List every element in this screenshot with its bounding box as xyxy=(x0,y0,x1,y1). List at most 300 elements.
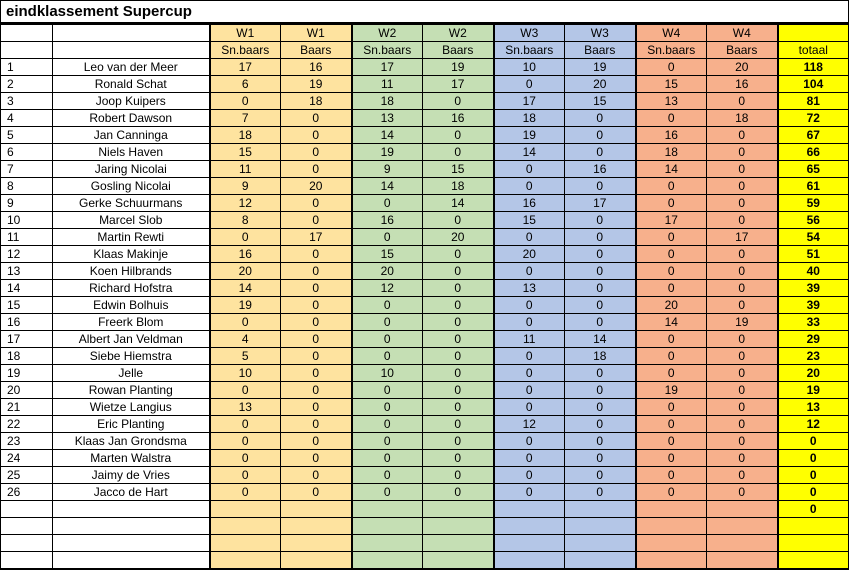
score-cell[interactable] xyxy=(352,501,423,518)
score-cell[interactable]: 16 xyxy=(494,195,565,212)
score-cell[interactable] xyxy=(636,518,707,535)
score-cell[interactable]: 19 xyxy=(494,127,565,144)
total-cell[interactable] xyxy=(778,535,849,552)
total-cell[interactable]: 67 xyxy=(778,127,849,144)
score-cell[interactable]: 0 xyxy=(707,399,778,416)
score-cell[interactable]: 0 xyxy=(565,263,636,280)
rank-cell[interactable]: 11 xyxy=(1,229,53,246)
score-cell[interactable]: 17 xyxy=(423,76,494,93)
score-cell[interactable]: 13 xyxy=(210,399,281,416)
score-cell[interactable]: 0 xyxy=(423,314,494,331)
score-cell[interactable] xyxy=(352,518,423,535)
name-cell[interactable]: Joop Kuipers xyxy=(53,93,210,110)
rank-cell[interactable] xyxy=(1,518,53,535)
score-cell[interactable]: 0 xyxy=(423,246,494,263)
score-cell[interactable]: 0 xyxy=(636,365,707,382)
score-cell[interactable] xyxy=(707,552,778,570)
score-cell[interactable]: 0 xyxy=(494,263,565,280)
name-cell[interactable]: Eric Planting xyxy=(53,416,210,433)
score-cell[interactable]: 17 xyxy=(210,59,281,76)
rank-cell[interactable]: 2 xyxy=(1,76,53,93)
score-cell[interactable]: 9 xyxy=(352,161,423,178)
score-cell[interactable]: 0 xyxy=(423,484,494,501)
score-cell[interactable]: 0 xyxy=(565,297,636,314)
score-cell[interactable]: 18 xyxy=(707,110,778,127)
score-cell[interactable]: 0 xyxy=(565,212,636,229)
name-cell[interactable]: Klaas Jan Grondsma xyxy=(53,433,210,450)
name-cell[interactable]: Martin Rewti xyxy=(53,229,210,246)
name-cell[interactable]: Jacco de Hart xyxy=(53,484,210,501)
score-cell[interactable] xyxy=(636,535,707,552)
score-cell[interactable]: 0 xyxy=(352,433,423,450)
score-cell[interactable]: 0 xyxy=(565,229,636,246)
score-cell[interactable]: 20 xyxy=(565,76,636,93)
header-name-cell[interactable] xyxy=(53,42,210,59)
score-cell[interactable]: 0 xyxy=(281,416,352,433)
rank-cell[interactable]: 14 xyxy=(1,280,53,297)
score-cell[interactable]: 19 xyxy=(423,59,494,76)
total-cell[interactable]: 61 xyxy=(778,178,849,195)
score-cell[interactable]: 16 xyxy=(281,59,352,76)
header-rank-cell[interactable] xyxy=(1,25,53,42)
rank-cell[interactable]: 17 xyxy=(1,331,53,348)
score-cell[interactable]: 14 xyxy=(636,314,707,331)
score-cell[interactable]: 20 xyxy=(423,229,494,246)
score-cell[interactable]: 16 xyxy=(423,110,494,127)
score-cell[interactable]: 0 xyxy=(494,178,565,195)
score-cell[interactable]: 0 xyxy=(707,280,778,297)
score-cell[interactable]: 0 xyxy=(494,484,565,501)
score-cell[interactable] xyxy=(565,501,636,518)
header-week-cell[interactable]: W1 xyxy=(210,25,281,42)
total-cell[interactable]: 81 xyxy=(778,93,849,110)
rank-cell[interactable]: 26 xyxy=(1,484,53,501)
score-cell[interactable]: 4 xyxy=(210,331,281,348)
score-cell[interactable] xyxy=(210,518,281,535)
name-cell[interactable]: Leo van der Meer xyxy=(53,59,210,76)
total-cell[interactable]: 39 xyxy=(778,280,849,297)
score-cell[interactable]: 0 xyxy=(210,450,281,467)
rank-cell[interactable]: 8 xyxy=(1,178,53,195)
score-cell[interactable] xyxy=(494,552,565,570)
header-week-cell[interactable]: W4 xyxy=(636,25,707,42)
score-cell[interactable]: 0 xyxy=(352,467,423,484)
score-cell[interactable]: 17 xyxy=(494,93,565,110)
header-type-cell[interactable]: Sn.baars xyxy=(210,42,281,59)
score-cell[interactable]: 12 xyxy=(352,280,423,297)
header-total-cell[interactable]: totaal xyxy=(778,42,849,59)
rank-cell[interactable]: 6 xyxy=(1,144,53,161)
score-cell[interactable]: 18 xyxy=(423,178,494,195)
name-cell[interactable]: Jaimy de Vries xyxy=(53,467,210,484)
header-name-cell[interactable] xyxy=(53,25,210,42)
rank-cell[interactable] xyxy=(1,501,53,518)
score-cell[interactable] xyxy=(210,535,281,552)
score-cell[interactable]: 0 xyxy=(281,365,352,382)
score-cell[interactable] xyxy=(494,518,565,535)
header-type-cell[interactable]: Baars xyxy=(707,42,778,59)
rank-cell[interactable]: 7 xyxy=(1,161,53,178)
header-week-cell[interactable]: W2 xyxy=(352,25,423,42)
header-type-cell[interactable]: Baars xyxy=(565,42,636,59)
score-cell[interactable]: 18 xyxy=(494,110,565,127)
score-cell[interactable]: 0 xyxy=(352,382,423,399)
score-cell[interactable]: 0 xyxy=(423,399,494,416)
score-cell[interactable]: 0 xyxy=(281,450,352,467)
score-cell[interactable]: 14 xyxy=(352,178,423,195)
score-cell[interactable]: 18 xyxy=(210,127,281,144)
score-cell[interactable] xyxy=(707,518,778,535)
rank-cell[interactable]: 22 xyxy=(1,416,53,433)
score-cell[interactable]: 0 xyxy=(210,484,281,501)
score-cell[interactable]: 0 xyxy=(707,178,778,195)
score-cell[interactable]: 0 xyxy=(707,484,778,501)
score-cell[interactable]: 15 xyxy=(352,246,423,263)
score-cell[interactable]: 0 xyxy=(565,178,636,195)
total-cell[interactable]: 72 xyxy=(778,110,849,127)
name-cell[interactable]: Freerk Blom xyxy=(53,314,210,331)
score-cell[interactable]: 10 xyxy=(210,365,281,382)
score-cell[interactable]: 0 xyxy=(565,127,636,144)
score-cell[interactable]: 0 xyxy=(352,195,423,212)
score-cell[interactable]: 0 xyxy=(707,161,778,178)
score-cell[interactable]: 0 xyxy=(423,450,494,467)
score-cell[interactable] xyxy=(494,535,565,552)
score-cell[interactable]: 0 xyxy=(636,399,707,416)
score-cell[interactable] xyxy=(565,518,636,535)
header-week-cell[interactable]: W3 xyxy=(565,25,636,42)
score-cell[interactable]: 15 xyxy=(565,93,636,110)
score-cell[interactable]: 0 xyxy=(565,110,636,127)
score-cell[interactable] xyxy=(423,552,494,570)
total-cell[interactable]: 0 xyxy=(778,450,849,467)
total-cell[interactable]: 0 xyxy=(778,501,849,518)
score-cell[interactable]: 0 xyxy=(210,314,281,331)
rank-cell[interactable] xyxy=(1,552,53,570)
rank-cell[interactable]: 23 xyxy=(1,433,53,450)
name-cell[interactable]: Albert Jan Veldman xyxy=(53,331,210,348)
score-cell[interactable]: 0 xyxy=(565,433,636,450)
rank-cell[interactable]: 25 xyxy=(1,467,53,484)
rank-cell[interactable]: 21 xyxy=(1,399,53,416)
score-cell[interactable] xyxy=(565,535,636,552)
score-cell[interactable]: 16 xyxy=(565,161,636,178)
score-cell[interactable]: 20 xyxy=(494,246,565,263)
total-cell[interactable]: 29 xyxy=(778,331,849,348)
score-cell[interactable] xyxy=(210,501,281,518)
header-week-cell[interactable] xyxy=(778,25,849,42)
score-cell[interactable]: 18 xyxy=(636,144,707,161)
score-cell[interactable]: 17 xyxy=(707,229,778,246)
score-cell[interactable]: 0 xyxy=(423,433,494,450)
score-cell[interactable]: 0 xyxy=(565,314,636,331)
total-cell[interactable]: 0 xyxy=(778,433,849,450)
score-cell[interactable]: 5 xyxy=(210,348,281,365)
score-cell[interactable]: 0 xyxy=(352,484,423,501)
score-cell[interactable]: 0 xyxy=(636,229,707,246)
name-cell[interactable]: Rowan Planting xyxy=(53,382,210,399)
header-week-cell[interactable]: W1 xyxy=(281,25,352,42)
header-type-cell[interactable]: Baars xyxy=(423,42,494,59)
score-cell[interactable]: 0 xyxy=(281,433,352,450)
score-cell[interactable]: 0 xyxy=(707,263,778,280)
header-week-cell[interactable]: W4 xyxy=(707,25,778,42)
score-cell[interactable]: 0 xyxy=(352,314,423,331)
score-cell[interactable]: 0 xyxy=(423,144,494,161)
score-cell[interactable]: 0 xyxy=(636,246,707,263)
header-type-cell[interactable]: Baars xyxy=(281,42,352,59)
score-cell[interactable]: 0 xyxy=(636,110,707,127)
score-cell[interactable]: 0 xyxy=(494,450,565,467)
name-cell[interactable]: Marcel Slob xyxy=(53,212,210,229)
total-cell[interactable]: 40 xyxy=(778,263,849,280)
score-cell[interactable]: 0 xyxy=(636,416,707,433)
score-cell[interactable]: 14 xyxy=(352,127,423,144)
score-cell[interactable]: 0 xyxy=(423,297,494,314)
name-cell[interactable] xyxy=(53,518,210,535)
score-cell[interactable]: 0 xyxy=(494,467,565,484)
score-cell[interactable]: 0 xyxy=(423,365,494,382)
name-cell[interactable]: Klaas Makinje xyxy=(53,246,210,263)
score-cell[interactable]: 19 xyxy=(281,76,352,93)
total-cell[interactable]: 51 xyxy=(778,246,849,263)
score-cell[interactable]: 14 xyxy=(423,195,494,212)
score-cell[interactable]: 0 xyxy=(281,297,352,314)
score-cell[interactable]: 0 xyxy=(494,433,565,450)
score-cell[interactable]: 0 xyxy=(707,195,778,212)
score-cell[interactable]: 0 xyxy=(352,348,423,365)
score-cell[interactable]: 0 xyxy=(494,161,565,178)
score-cell[interactable]: 0 xyxy=(707,365,778,382)
score-cell[interactable]: 0 xyxy=(281,382,352,399)
score-cell[interactable]: 0 xyxy=(636,280,707,297)
score-cell[interactable]: 17 xyxy=(565,195,636,212)
score-cell[interactable] xyxy=(423,535,494,552)
score-cell[interactable]: 20 xyxy=(707,59,778,76)
rank-cell[interactable]: 16 xyxy=(1,314,53,331)
score-cell[interactable]: 15 xyxy=(636,76,707,93)
score-cell[interactable] xyxy=(707,501,778,518)
score-cell[interactable]: 0 xyxy=(707,212,778,229)
score-cell[interactable]: 0 xyxy=(565,144,636,161)
score-cell[interactable]: 0 xyxy=(565,382,636,399)
score-cell[interactable]: 0 xyxy=(281,280,352,297)
name-cell[interactable]: Siebe Hiemstra xyxy=(53,348,210,365)
score-cell[interactable]: 0 xyxy=(707,433,778,450)
score-cell[interactable]: 0 xyxy=(281,246,352,263)
score-cell[interactable]: 0 xyxy=(281,127,352,144)
score-cell[interactable]: 11 xyxy=(210,161,281,178)
score-cell[interactable]: 16 xyxy=(352,212,423,229)
score-cell[interactable]: 0 xyxy=(494,76,565,93)
score-cell[interactable] xyxy=(636,552,707,570)
name-cell[interactable] xyxy=(53,535,210,552)
score-cell[interactable]: 20 xyxy=(636,297,707,314)
score-cell[interactable]: 0 xyxy=(281,467,352,484)
score-cell[interactable]: 0 xyxy=(352,416,423,433)
score-cell[interactable]: 14 xyxy=(565,331,636,348)
header-type-cell[interactable]: Sn.baars xyxy=(494,42,565,59)
score-cell[interactable]: 0 xyxy=(565,280,636,297)
score-cell[interactable] xyxy=(565,552,636,570)
score-cell[interactable]: 0 xyxy=(707,331,778,348)
total-cell[interactable] xyxy=(778,518,849,535)
total-cell[interactable]: 20 xyxy=(778,365,849,382)
name-cell[interactable]: Niels Haven xyxy=(53,144,210,161)
name-cell[interactable] xyxy=(53,501,210,518)
score-cell[interactable]: 16 xyxy=(636,127,707,144)
score-cell[interactable]: 0 xyxy=(494,348,565,365)
score-cell[interactable]: 0 xyxy=(636,263,707,280)
score-cell[interactable]: 14 xyxy=(210,280,281,297)
score-cell[interactable]: 16 xyxy=(707,76,778,93)
score-cell[interactable]: 0 xyxy=(636,178,707,195)
name-cell[interactable]: Jaring Nicolai xyxy=(53,161,210,178)
rank-cell[interactable]: 3 xyxy=(1,93,53,110)
score-cell[interactable] xyxy=(281,501,352,518)
score-cell[interactable]: 0 xyxy=(494,314,565,331)
score-cell[interactable]: 10 xyxy=(352,365,423,382)
score-cell[interactable]: 19 xyxy=(636,382,707,399)
score-cell[interactable]: 0 xyxy=(352,331,423,348)
score-cell[interactable]: 0 xyxy=(636,450,707,467)
score-cell[interactable]: 0 xyxy=(210,382,281,399)
name-cell[interactable]: Jan Canninga xyxy=(53,127,210,144)
score-cell[interactable]: 13 xyxy=(494,280,565,297)
score-cell[interactable]: 0 xyxy=(423,348,494,365)
total-cell[interactable]: 118 xyxy=(778,59,849,76)
score-cell[interactable]: 0 xyxy=(210,93,281,110)
total-cell[interactable]: 65 xyxy=(778,161,849,178)
score-cell[interactable] xyxy=(707,535,778,552)
name-cell[interactable]: Jelle xyxy=(53,365,210,382)
score-cell[interactable]: 0 xyxy=(494,297,565,314)
total-cell[interactable]: 19 xyxy=(778,382,849,399)
rank-cell[interactable]: 13 xyxy=(1,263,53,280)
score-cell[interactable]: 0 xyxy=(707,450,778,467)
score-cell[interactable]: 0 xyxy=(636,484,707,501)
score-cell[interactable]: 0 xyxy=(210,467,281,484)
total-cell[interactable]: 0 xyxy=(778,467,849,484)
score-cell[interactable]: 9 xyxy=(210,178,281,195)
score-cell[interactable]: 0 xyxy=(707,246,778,263)
total-cell[interactable]: 66 xyxy=(778,144,849,161)
score-cell[interactable]: 0 xyxy=(636,433,707,450)
score-cell[interactable]: 0 xyxy=(352,450,423,467)
score-cell[interactable]: 0 xyxy=(494,229,565,246)
rank-cell[interactable]: 24 xyxy=(1,450,53,467)
score-cell[interactable]: 18 xyxy=(281,93,352,110)
score-cell[interactable]: 0 xyxy=(423,263,494,280)
rank-cell[interactable] xyxy=(1,535,53,552)
score-cell[interactable]: 0 xyxy=(281,195,352,212)
name-cell[interactable]: Koen Hilbrands xyxy=(53,263,210,280)
score-cell[interactable] xyxy=(281,552,352,570)
score-cell[interactable]: 0 xyxy=(707,144,778,161)
score-cell[interactable]: 0 xyxy=(281,331,352,348)
name-cell[interactable]: Gerke Schuurmans xyxy=(53,195,210,212)
rank-cell[interactable]: 12 xyxy=(1,246,53,263)
total-cell[interactable]: 12 xyxy=(778,416,849,433)
score-cell[interactable]: 0 xyxy=(565,365,636,382)
score-cell[interactable]: 0 xyxy=(281,110,352,127)
score-cell[interactable]: 0 xyxy=(423,331,494,348)
score-cell[interactable]: 0 xyxy=(281,399,352,416)
rank-cell[interactable]: 19 xyxy=(1,365,53,382)
score-cell[interactable]: 0 xyxy=(565,450,636,467)
header-rank-cell[interactable] xyxy=(1,42,53,59)
name-cell[interactable]: Gosling Nicolai xyxy=(53,178,210,195)
score-cell[interactable] xyxy=(636,501,707,518)
score-cell[interactable]: 0 xyxy=(352,229,423,246)
score-cell[interactable]: 19 xyxy=(210,297,281,314)
score-cell[interactable]: 0 xyxy=(494,399,565,416)
score-cell[interactable]: 11 xyxy=(494,331,565,348)
score-cell[interactable]: 0 xyxy=(707,382,778,399)
score-cell[interactable]: 0 xyxy=(281,348,352,365)
name-cell[interactable]: Richard Hofstra xyxy=(53,280,210,297)
rank-cell[interactable]: 1 xyxy=(1,59,53,76)
score-cell[interactable]: 0 xyxy=(636,195,707,212)
score-cell[interactable]: 0 xyxy=(423,280,494,297)
score-cell[interactable]: 0 xyxy=(423,127,494,144)
score-cell[interactable]: 13 xyxy=(352,110,423,127)
score-cell[interactable]: 0 xyxy=(210,416,281,433)
score-cell[interactable] xyxy=(352,552,423,570)
total-cell[interactable] xyxy=(778,552,849,570)
score-cell[interactable]: 0 xyxy=(636,348,707,365)
total-cell[interactable]: 39 xyxy=(778,297,849,314)
header-week-cell[interactable]: W3 xyxy=(494,25,565,42)
total-cell[interactable]: 59 xyxy=(778,195,849,212)
rank-cell[interactable]: 10 xyxy=(1,212,53,229)
score-cell[interactable]: 0 xyxy=(636,331,707,348)
score-cell[interactable]: 0 xyxy=(707,348,778,365)
header-week-cell[interactable]: W2 xyxy=(423,25,494,42)
score-cell[interactable]: 0 xyxy=(210,433,281,450)
score-cell[interactable]: 15 xyxy=(210,144,281,161)
score-cell[interactable]: 16 xyxy=(210,246,281,263)
score-cell[interactable]: 13 xyxy=(636,93,707,110)
score-cell[interactable]: 0 xyxy=(423,382,494,399)
score-cell[interactable]: 0 xyxy=(423,93,494,110)
score-cell[interactable]: 15 xyxy=(494,212,565,229)
total-cell[interactable]: 54 xyxy=(778,229,849,246)
score-cell[interactable]: 0 xyxy=(494,382,565,399)
rank-cell[interactable]: 5 xyxy=(1,127,53,144)
score-cell[interactable]: 0 xyxy=(352,399,423,416)
total-cell[interactable]: 104 xyxy=(778,76,849,93)
score-cell[interactable]: 7 xyxy=(210,110,281,127)
score-cell[interactable] xyxy=(423,501,494,518)
score-cell[interactable]: 14 xyxy=(494,144,565,161)
total-cell[interactable]: 0 xyxy=(778,484,849,501)
rank-cell[interactable]: 15 xyxy=(1,297,53,314)
score-cell[interactable]: 0 xyxy=(707,297,778,314)
score-cell[interactable]: 0 xyxy=(281,161,352,178)
total-cell[interactable]: 23 xyxy=(778,348,849,365)
score-cell[interactable]: 0 xyxy=(565,399,636,416)
total-cell[interactable]: 33 xyxy=(778,314,849,331)
score-cell[interactable]: 12 xyxy=(210,195,281,212)
score-cell[interactable]: 19 xyxy=(707,314,778,331)
score-cell[interactable]: 19 xyxy=(352,144,423,161)
score-cell[interactable]: 11 xyxy=(352,76,423,93)
score-cell[interactable]: 0 xyxy=(565,467,636,484)
score-cell[interactable]: 0 xyxy=(565,416,636,433)
score-cell[interactable]: 0 xyxy=(423,212,494,229)
score-cell[interactable]: 0 xyxy=(565,246,636,263)
